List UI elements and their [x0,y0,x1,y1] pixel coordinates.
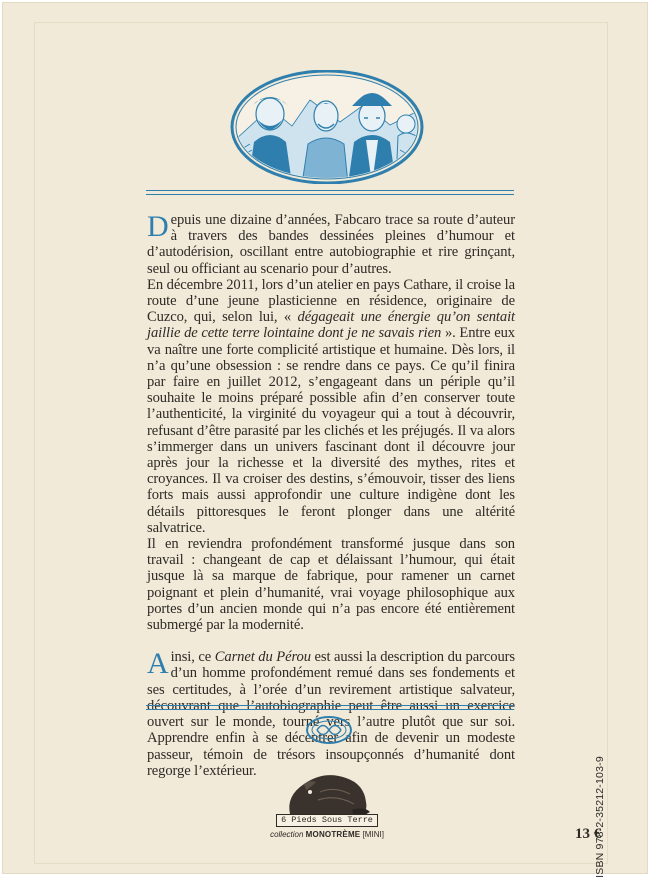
publisher-name: 6 Pieds Sous Terre [276,814,378,827]
back-cover [2,2,648,878]
medallion-illustration [230,70,424,184]
dropcap: A [147,647,169,681]
collection-label: collection MONOTRÈME [MINI] [270,830,384,839]
isbn: ISBN 978-2-35212-103-9 [594,756,606,878]
paragraph-2: En décembre 2011, lors d’un atelier en pays Cathare, il croise la route d’une jeune plasticienne en résidence, originaire de Cuzco, qui, selon lui, « dégageait une énergie qu’on sentait jaillie de cette terre lointaine dont je ne savais rien ». Entre eux va naître une forte complicité artistique et humaine. Dès lors, il n’a qu’une obsession : se rendre dans ce pays. Ce qu’il finira par faire en juillet 2012, s’engageant dans un périple qu’il souhaite le moins préparé possible afin d’en conserver toute l’authenticité, la virginité du voyageur qui a tout à découvrir, refusant d’être parasité par les clichés et les préjugés. Il va alors s’immerger dans un univers fascinant dont il découvre jour après jour la richesse et la diversité des mythes, rites et croyances. Il va croiser des destins, s’émouvoir, tisser des liens forts mais aussi approfondir une culture indigène dont les détails pittoresques le feront plonger dans une altérité salvatrice. [147,276,516,536]
bottom-divider [146,705,514,710]
platypus-icon [280,762,376,818]
synopsis-text [147,212,515,779]
price: 13 € [575,826,602,842]
celtic-knot-ornament-icon [305,715,353,745]
top-divider [146,190,514,195]
dropcap: D [147,210,169,243]
paragraph-3: Il en reviendra profondément transformé jusque dans son travail : changeant de cap et délaissant l’humour, qui était jusque là sa marque de fabrique, pour ramener un carnet poignant et plein d’humanité, vrai voyage philosophique aux portes d’un ancien monde qui n’a pas encore été entièrement submergé par la modernité. [147,536,515,634]
paragraph-4: Ainsi, ce Carnet du Pérou est aussi la description du parcours d’un homme profondément remué dans ses fondements et ses certitudes, à l’orée d’un revirement artistique salvateur, découvrant que l’autobiographie peut être aussi un exercice ouvert sur le monde, tourné vers l’autre plutôt que sur soi. Apprendre enfin à se décentrer afin de devenir un modeste passeur, témoin de trésors insoupçonnés d’humanité dont regorge l’extérieur. [147,647,515,779]
paragraph-1: Depuis une dizaine d’années, Fabcaro trace sa route d’auteur à travers des bandes dessinées pleines d’humour et d’autodérision, oscillant entre autobiographie et rire grinçant, seul ou officiant au scenario pour d’autres. [147,210,515,277]
